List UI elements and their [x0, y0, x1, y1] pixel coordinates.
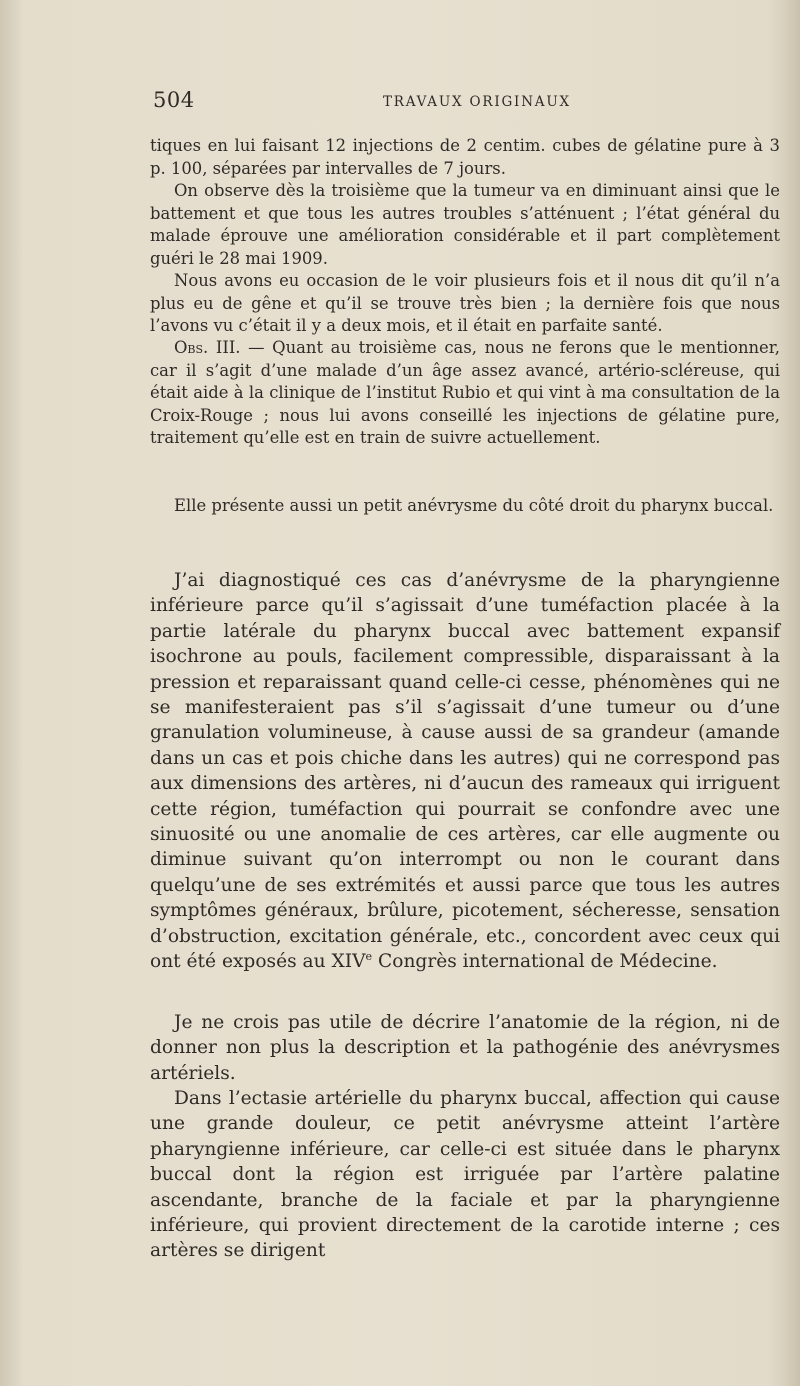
paragraph-arterial-ectasia: Dans l’ectasie artérielle du pharynx buccal, affection qui cause une grande douleur, ce petit anévrysme atteint l’artère pharyngienne inférieure, car celle-ci est située dans le pharynx buccal dont la région est irriguée par l’artère palatine ascendante, branche de la faciale et par la pharyngienne inférieure, qui provient directement de la carotide interne ; ces artères se dirigent — [150, 1088, 780, 1262]
page-number: 504 — [153, 88, 195, 112]
page-edge — [786, 0, 800, 1386]
paragraph-continuation: tiques en lui faisant 12 injections de 2 centim. cubes de gélatine pure à 3 p. 100, séparées par intervalles de 7 jours. — [150, 136, 780, 178]
paragraph-second-aneurysm: Elle présente aussi un petit anévrysme du côté droit du pharynx buccal. — [174, 496, 774, 515]
congress-ordinal-suffix: e — [365, 949, 373, 963]
page-header — [153, 88, 783, 118]
paragraph-improvement: On observe dès la troisième que la tumeur va en diminuant ainsi que le battement et que tous les autres troubles s’atténuent ; l’état général du malade éprouve une amélioration considérable et il part complètement guéri le 28 mai 1909. — [150, 181, 780, 268]
paragraph-anatomy: Je ne crois pas utile de décrire l’anatomie de la région, ni de donner non plus la description et la pathogénie des anévrysmes artériels. — [150, 1012, 780, 1084]
running-title: TRAVAUX ORIGINAUX — [383, 94, 571, 110]
diagnosis-text: J’ai diagnostiqué ces cas d’anévrysme de la pharyngienne inférieure parce qu’il s’agissait d’une tuméfaction placée à la partie latérale du pharynx buccal avec battement expansif isochrone au pouls, facilement compressible, disparaissant à la pression et reparaissant quand celle-ci cesse, phénomènes qui ne se manifesteraient pas s’il s’agissait d’une tumeur ou d’une granulation volumineuse, à cause aussi de sa grandeur (amande dans un cas et pois chiche dans les autres) qui ne correspond pas aux dimensions des artères, ni d’aucun des rameaux qui irriguent cette région, tuméfaction qui pourrait se confondre avec une sinuosité ou une anomalie de ces artères, car elle augmente ou diminue suivant qu’on interrompt ou non le courant dans quelqu’une de ses extrémités et aussi parce que tous les autres symptômes généraux, brûlure, picotement, sécheresse, sensation d’obstruction, excitation générale, etc., concordent avec ceux qui ont été exposés au XIV — [150, 570, 780, 973]
paragraph-observation-three — [150, 337, 780, 450]
paragraph-follow-up: Nous avons eu occasion de le voir plusieurs fois et il nous dit qu’il n’a plus eu de gêne et qu’il se trouve très bien ; la dernière fois que nous l’avons vu c’était il y a deux mois, et il était en parfaite santé. — [150, 271, 780, 335]
diagnosis-text-end: Congrès international de Médecine. — [372, 951, 718, 973]
observation-label: Obs. III. — [174, 338, 241, 357]
observation-text: — Quant au troisième cas, nous ne ferons que le mentionner, car il s’agit d’une malade d’un âge assez avancé, artério-scléreuse, qui était aide à la clinique de l’institut Rubio et qui vint à ma consultation de la Croix-Rouge ; nous lui avons conseillé les injections de gélatine pure, traitement qu’elle est en train de suivre actuellement. — [150, 338, 780, 447]
paragraph-diagnosis — [150, 568, 780, 975]
